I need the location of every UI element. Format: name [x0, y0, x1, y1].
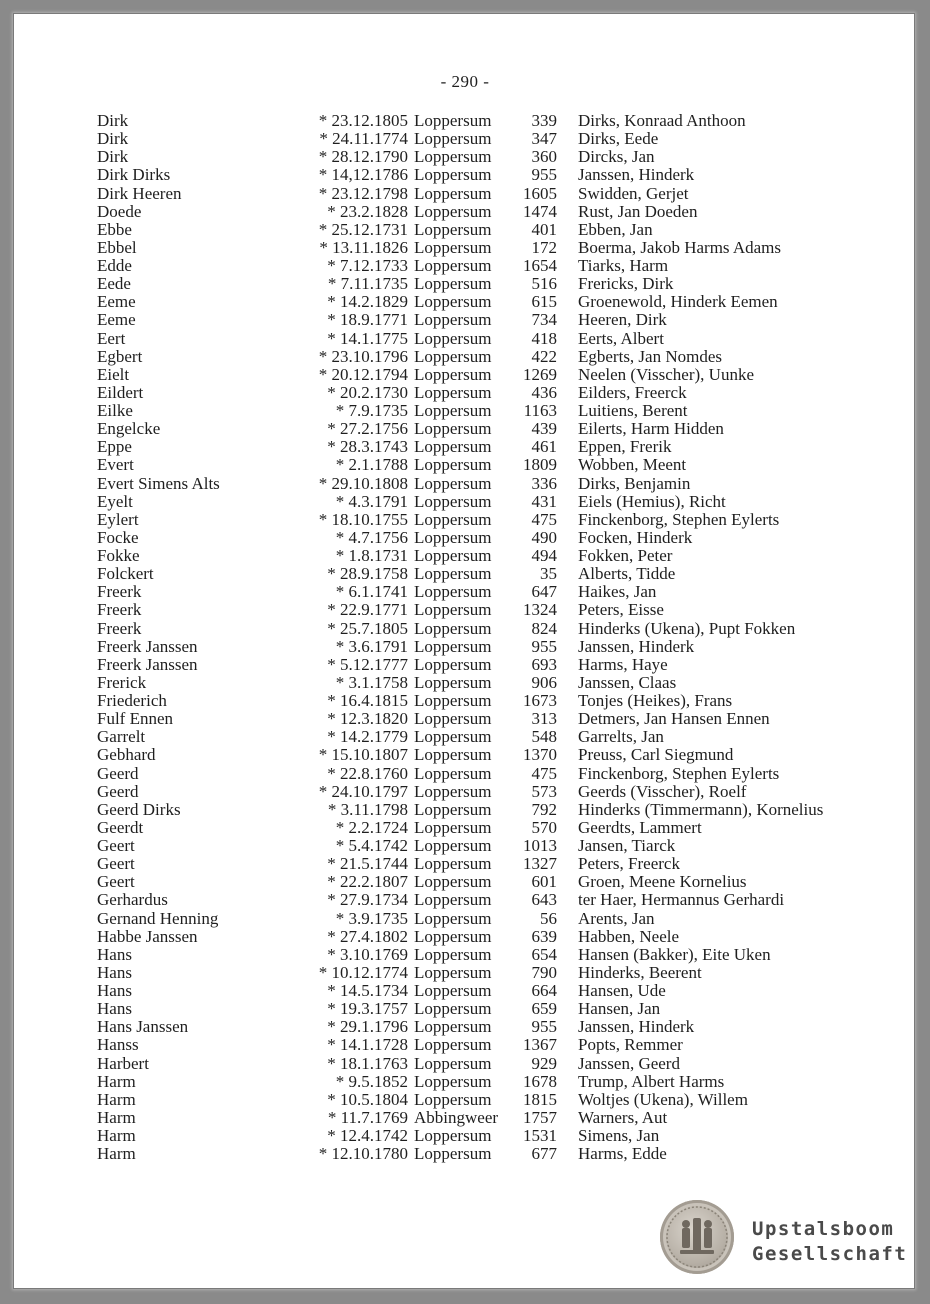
- entry-parent: ter Haer, Hermannus Gerhardi: [578, 890, 785, 910]
- entry-place: Loppersum: [414, 419, 492, 439]
- entry-birth-date: * 27.2.1756: [327, 419, 408, 439]
- brand-name-line2: Gesellschaft: [752, 1243, 908, 1265]
- entry-place: Loppersum: [414, 546, 492, 565]
- entry-parent: Preuss, Carl Siegmund: [578, 745, 734, 765]
- entry-name: Engelcke: [97, 419, 161, 439]
- entry-reference-number: 601: [531, 872, 557, 892]
- entry-birth-date: * 25.12.1731: [318, 219, 408, 239]
- entry-parent: Detmers, Jan Hansen Ennen: [578, 709, 770, 729]
- entry-name: Ebbel: [97, 237, 137, 257]
- entry-name: Habbe Janssen: [97, 926, 198, 946]
- entry-parent: Janssen, Hinderk: [578, 165, 695, 185]
- entry-birth-date: * 5.4.1742: [335, 836, 408, 855]
- entry-parent: Habben, Neele: [578, 926, 680, 946]
- entry-place: Loppersum: [414, 382, 492, 402]
- entry-name: Gernand Henning: [97, 908, 219, 928]
- entry-parent: Arents, Jan: [578, 908, 655, 928]
- entry-birth-date: * 23.2.1828: [327, 201, 408, 221]
- entry-parent: Geerdts, Lammert: [578, 817, 702, 837]
- entry-reference-number: 615: [531, 292, 557, 312]
- entry-parent: Finckenborg, Stephen Eylerts: [578, 509, 780, 529]
- entry-birth-date: * 28.3.1743: [327, 437, 408, 457]
- entry-birth-date: * 22.8.1760: [327, 763, 408, 783]
- entry-name: Freerk: [97, 582, 142, 602]
- entry-parent: Simens, Jan: [578, 1126, 660, 1145]
- entry-place: Loppersum: [414, 908, 492, 928]
- entry-reference-number: 1654: [523, 256, 557, 275]
- entry-birth-date: * 21.5.1744: [327, 854, 408, 874]
- entry-place: Loppersum: [414, 872, 492, 892]
- entry-birth-date: * 20.2.1730: [327, 382, 408, 402]
- entry-parent: Fokken, Peter: [578, 546, 673, 565]
- entry-place: Loppersum: [414, 999, 492, 1019]
- entry-parent: Janssen, Geerd: [578, 1053, 680, 1073]
- entry-parent: Wobben, Meent: [578, 455, 687, 475]
- entry-name: Dirk Heeren: [97, 183, 182, 203]
- entry-parent: Janssen, Claas: [578, 672, 677, 692]
- entry-place: Loppersum: [414, 111, 492, 130]
- entry-parent: Harms, Edde: [578, 1144, 667, 1164]
- entry-parent: Haikes, Jan: [578, 582, 657, 602]
- entry-name: Geerd: [97, 781, 139, 801]
- entry-name: Geert: [97, 872, 135, 892]
- entry-name: Hans: [97, 981, 132, 1000]
- entry-parent: Eilders, Freerck: [578, 382, 687, 402]
- entry-reference-number: 490: [531, 527, 557, 547]
- entry-parent: Heeren, Dirk: [578, 310, 667, 330]
- entry-reference-number: 313: [531, 709, 557, 729]
- entry-birth-date: * 6.1.1741: [335, 582, 408, 602]
- entry-parent: Tiarks, Harm: [578, 256, 669, 275]
- brand-name-line1: Upstalsboom: [752, 1218, 895, 1240]
- entry-place: Loppersum: [414, 691, 492, 710]
- entry-name: Eildert: [97, 382, 144, 402]
- entry-birth-date: * 29.1.1796: [327, 1017, 408, 1037]
- entry-place: Loppersum: [414, 292, 492, 312]
- entry-parent: Dirks, Konraad Anthoon: [578, 111, 746, 130]
- entry-place: Loppersum: [414, 455, 492, 475]
- entry-birth-date: * 1.8.1731: [335, 546, 408, 565]
- entry-reference-number: 56: [540, 908, 557, 928]
- entry-birth-date: * 23.12.1798: [318, 183, 408, 203]
- entry-reference-number: 654: [531, 944, 557, 964]
- entry-name: Eyelt: [97, 491, 133, 511]
- entry-place: Loppersum: [414, 509, 492, 529]
- entry-name: Evert Simens Alts: [97, 473, 220, 493]
- entry-birth-date: * 27.9.1734: [327, 890, 408, 910]
- entry-place: Loppersum: [414, 1089, 492, 1109]
- entry-name: Eielt: [97, 364, 130, 384]
- entry-birth-date: * 15.10.1807: [318, 745, 408, 765]
- entry-parent: Eerts, Albert: [578, 328, 664, 348]
- entry-name: Fokke: [97, 546, 140, 565]
- entry-place: Loppersum: [414, 654, 492, 674]
- entry-reference-number: 548: [531, 727, 557, 747]
- entry-birth-date: * 27.4.1802: [327, 926, 408, 946]
- entry-parent: Alberts, Tidde: [578, 564, 676, 584]
- entry-parent: Boerma, Jakob Harms Adams: [578, 237, 782, 257]
- entry-birth-date: * 16.4.1815: [327, 691, 408, 710]
- entry-parent: Ebben, Jan: [578, 219, 653, 239]
- entry-birth-date: * 7.11.1735: [327, 274, 408, 294]
- entry-place: Loppersum: [414, 1126, 492, 1145]
- entry-reference-number: 906: [531, 672, 557, 692]
- entry-parent: Finckenborg, Stephen Eylerts: [578, 763, 780, 783]
- entry-parent: Hinderks, Beerent: [578, 962, 702, 982]
- entry-place: Loppersum: [414, 981, 492, 1000]
- entry-place: Loppersum: [414, 237, 492, 257]
- entry-reference-number: 1163: [523, 401, 557, 420]
- entry-parent: Popts, Remmer: [578, 1035, 683, 1055]
- entry-birth-date: * 14.1.1775: [327, 328, 408, 348]
- entry-birth-date: * 25.7.1805: [327, 618, 408, 638]
- entry-name: Edde: [97, 256, 132, 275]
- entry-reference-number: 1474: [523, 201, 557, 221]
- entry-name: Eilke: [97, 401, 133, 420]
- entry-name: Harm: [97, 1107, 136, 1127]
- entry-parent: Tonjes (Heikes), Frans: [578, 691, 733, 710]
- entry-place: Loppersum: [414, 437, 492, 457]
- entry-reference-number: 336: [531, 473, 557, 493]
- entry-place: Loppersum: [414, 328, 492, 348]
- entry-birth-date: * 13.11.1826: [319, 237, 408, 257]
- entry-parent: Hansen, Jan: [578, 999, 661, 1019]
- entry-name: Hans: [97, 962, 132, 982]
- entry-name: Geert: [97, 854, 135, 874]
- entry-name: Gerhardus: [97, 890, 168, 910]
- entry-name: Eeme: [97, 292, 136, 312]
- entry-parent: Eilerts, Harm Hidden: [578, 419, 724, 439]
- entry-name: Doede: [97, 201, 142, 221]
- entry-reference-number: 1757: [523, 1107, 557, 1127]
- entry-name: Garrelt: [97, 727, 146, 747]
- entry-reference-number: 955: [531, 636, 557, 656]
- entry-place: Loppersum: [414, 256, 492, 275]
- entry-place: Loppersum: [414, 1017, 492, 1037]
- entry-birth-date: * 12.3.1820: [327, 709, 408, 729]
- upstalsboom-seal-icon: [660, 1200, 734, 1274]
- entry-name: Hans: [97, 944, 132, 964]
- entry-name: Eylert: [97, 509, 139, 529]
- entry-reference-number: 401: [531, 219, 557, 239]
- entry-birth-date: * 3.1.1758: [335, 672, 408, 692]
- entry-name: Hanss: [97, 1035, 139, 1055]
- entry-name: Freerk Janssen: [97, 654, 198, 674]
- entry-reference-number: 436: [531, 382, 557, 402]
- entry-place: Loppersum: [414, 709, 492, 729]
- entry-birth-date: * 18.10.1755: [318, 509, 408, 529]
- entry-reference-number: 461: [531, 437, 557, 457]
- entry-reference-number: 955: [531, 1017, 557, 1037]
- entry-name: Focke: [97, 527, 139, 547]
- entry-parent: Focken, Hinderk: [578, 527, 693, 547]
- entry-birth-date: * 22.2.1807: [327, 872, 408, 892]
- entry-place: Loppersum: [414, 1144, 492, 1164]
- entry-parent: Egberts, Jan Nomdes: [578, 346, 723, 366]
- entry-reference-number: 790: [531, 962, 557, 982]
- entry-name: Geert: [97, 836, 135, 855]
- entry-place: Loppersum: [414, 1053, 492, 1073]
- entry-place: Loppersum: [414, 183, 492, 203]
- entry-birth-date: * 14.1.1728: [327, 1035, 408, 1055]
- entry-parent: Hinderks (Ukena), Pupt Fokken: [578, 618, 796, 638]
- entry-birth-date: * 4.7.1756: [335, 527, 408, 547]
- entry-place: Loppersum: [414, 364, 492, 384]
- entry-reference-number: 693: [531, 654, 557, 674]
- entry-parent: Eppen, Frerik: [578, 437, 672, 457]
- entry-name: Freerk: [97, 618, 142, 638]
- entry-reference-number: 659: [531, 999, 557, 1019]
- entry-reference-number: 172: [531, 237, 557, 257]
- entry-parent: Eiels (Hemius), Richt: [578, 491, 726, 511]
- entry-reference-number: 347: [531, 129, 557, 149]
- entry-reference-number: 1013: [523, 836, 557, 855]
- entry-birth-date: * 7.12.1733: [327, 256, 408, 275]
- entry-place: Loppersum: [414, 346, 492, 366]
- entry-reference-number: 339: [531, 111, 557, 130]
- entry-reference-number: 639: [531, 926, 557, 946]
- entry-reference-number: 1367: [523, 1035, 557, 1055]
- entry-place: Loppersum: [414, 129, 492, 149]
- entry-reference-number: 1605: [523, 183, 557, 203]
- entry-birth-date: * 3.10.1769: [327, 944, 408, 964]
- entry-birth-date: * 14.2.1779: [327, 727, 408, 747]
- entry-parent: Janssen, Hinderk: [578, 1017, 695, 1037]
- entry-name: Hans Janssen: [97, 1017, 189, 1037]
- entry-birth-date: * 3.11.1798: [327, 799, 408, 819]
- entry-birth-date: * 10.5.1804: [327, 1089, 408, 1109]
- entry-birth-date: * 28.12.1790: [318, 147, 408, 167]
- entry-reference-number: 573: [531, 781, 557, 801]
- entry-parent: Neelen (Visscher), Uunke: [578, 364, 754, 384]
- entry-parent: Hansen, Ude: [578, 981, 666, 1000]
- entry-name: Gebhard: [97, 745, 156, 765]
- entry-place: Loppersum: [414, 527, 492, 547]
- entry-name: Geerd Dirks: [97, 799, 181, 819]
- entry-parent: Hansen (Bakker), Eite Uken: [578, 944, 771, 964]
- entry-reference-number: 35: [540, 564, 557, 584]
- entry-name: Eert: [97, 328, 126, 348]
- entry-birth-date: * 4.3.1791: [335, 491, 408, 511]
- entry-name: Freerk Janssen: [97, 636, 198, 656]
- entry-name: Frerick: [97, 672, 147, 692]
- entry-name: Folckert: [97, 564, 154, 584]
- entry-birth-date: * 2.2.1724: [335, 817, 408, 837]
- entry-name: Harm: [97, 1071, 136, 1091]
- entry-birth-date: * 24.10.1797: [318, 781, 408, 801]
- entry-place: Loppersum: [414, 672, 492, 692]
- entry-place: Loppersum: [414, 165, 492, 185]
- entry-place: Loppersum: [414, 799, 492, 819]
- entry-reference-number: 647: [531, 582, 557, 602]
- entry-reference-number: 1269: [523, 364, 557, 384]
- entry-parent: Dirks, Benjamin: [578, 473, 691, 493]
- entry-birth-date: * 3.6.1791: [335, 636, 408, 656]
- entry-reference-number: 475: [531, 763, 557, 783]
- entry-reference-number: 422: [531, 346, 557, 366]
- entry-parent: Hinderks (Timmermann), Kornelius: [578, 799, 824, 819]
- entry-place: Loppersum: [414, 219, 492, 239]
- entry-reference-number: 1531: [523, 1126, 557, 1145]
- entry-place: Loppersum: [414, 1035, 492, 1055]
- entry-reference-number: 516: [531, 274, 557, 294]
- entry-name: Harm: [97, 1144, 136, 1164]
- entry-place: Loppersum: [414, 890, 492, 910]
- entry-place: Loppersum: [414, 310, 492, 330]
- entry-place: Loppersum: [414, 854, 492, 874]
- entry-name: Harm: [97, 1126, 136, 1145]
- entry-reference-number: 439: [531, 419, 557, 439]
- entry-place: Loppersum: [414, 745, 492, 765]
- entry-parent: Janssen, Hinderk: [578, 636, 695, 656]
- entry-place: Loppersum: [414, 636, 492, 656]
- entry-name: Dirk Dirks: [97, 165, 171, 185]
- entry-place: Loppersum: [414, 201, 492, 221]
- entry-place: Abbingweer: [414, 1107, 499, 1127]
- entry-birth-date: * 24.11.1774: [319, 129, 408, 149]
- entry-reference-number: 570: [531, 817, 557, 837]
- entry-birth-date: * 10.12.1774: [318, 962, 408, 982]
- entry-reference-number: 643: [531, 890, 557, 910]
- entry-name: Eede: [97, 274, 131, 294]
- entry-reference-number: 418: [531, 328, 557, 348]
- entry-name: Harm: [97, 1089, 136, 1109]
- page-number: - 290 -: [440, 72, 490, 91]
- entry-name: Eppe: [97, 437, 132, 457]
- entry-parent: Dircks, Jan: [578, 147, 655, 167]
- entry-parent: Groenewold, Hinderk Eemen: [578, 292, 778, 312]
- entry-parent: Rust, Jan Doeden: [578, 201, 698, 221]
- entry-birth-date: * 7.9.1735: [335, 401, 408, 420]
- entry-reference-number: 1324: [523, 600, 557, 620]
- entry-parent: Geerds (Visscher), Roelf: [578, 781, 747, 801]
- entry-place: Loppersum: [414, 491, 492, 511]
- entry-parent: Warners, Aut: [578, 1107, 668, 1127]
- entry-reference-number: 1370: [523, 745, 557, 765]
- entry-place: Loppersum: [414, 781, 492, 801]
- entry-birth-date: * 2.1.1788: [335, 455, 408, 475]
- entry-birth-date: * 28.9.1758: [327, 564, 408, 584]
- entry-parent: Peters, Eisse: [578, 600, 664, 620]
- entry-name: Harbert: [97, 1053, 149, 1073]
- entry-place: Loppersum: [414, 147, 492, 167]
- entry-place: Loppersum: [414, 401, 492, 420]
- entry-birth-date: * 22.9.1771: [327, 600, 408, 620]
- entry-birth-date: * 14,12.1786: [318, 165, 408, 185]
- entry-reference-number: 1673: [523, 691, 557, 710]
- entry-reference-number: 360: [531, 147, 557, 167]
- entry-place: Loppersum: [414, 817, 492, 837]
- entry-reference-number: 1678: [523, 1071, 557, 1091]
- entry-name: Ebbe: [97, 219, 132, 239]
- entry-birth-date: * 18.9.1771: [327, 310, 408, 330]
- entry-birth-date: * 20.12.1794: [318, 364, 408, 384]
- entry-parent: Swidden, Gerjet: [578, 183, 689, 203]
- entry-birth-date: * 19.3.1757: [327, 999, 408, 1019]
- entry-parent: Luitiens, Berent: [578, 401, 688, 420]
- entry-birth-date: * 23.12.1805: [318, 111, 408, 130]
- entry-reference-number: 431: [531, 491, 557, 511]
- entry-parent: Jansen, Tiarck: [578, 836, 676, 855]
- entry-name: Fulf Ennen: [97, 709, 174, 729]
- entry-place: Loppersum: [414, 944, 492, 964]
- entry-reference-number: 1809: [523, 455, 557, 475]
- entry-birth-date: * 14.2.1829: [327, 292, 408, 312]
- entry-name: Eeme: [97, 310, 136, 330]
- entry-birth-date: * 14.5.1734: [327, 981, 408, 1000]
- entry-birth-date: * 3.9.1735: [335, 908, 408, 928]
- entry-place: Loppersum: [414, 600, 492, 620]
- entry-name: Dirk: [97, 129, 129, 149]
- entry-reference-number: 824: [531, 618, 557, 638]
- entry-name: Evert: [97, 455, 134, 475]
- entry-name: Friederich: [97, 691, 167, 710]
- entry-place: Loppersum: [414, 1071, 492, 1091]
- entry-place: Loppersum: [414, 473, 492, 493]
- entry-place: Loppersum: [414, 763, 492, 783]
- entry-reference-number: 734: [531, 310, 557, 330]
- entry-place: Loppersum: [414, 727, 492, 747]
- entry-name: Dirk: [97, 111, 129, 130]
- entry-birth-date: * 11.7.1769: [327, 1107, 408, 1127]
- entry-parent: Woltjes (Ukena), Willem: [578, 1089, 748, 1109]
- entry-parent: Groen, Meene Kornelius: [578, 872, 747, 892]
- entry-name: Egbert: [97, 346, 143, 366]
- entry-birth-date: * 23.10.1796: [318, 346, 408, 366]
- entry-birth-date: * 18.1.1763: [327, 1053, 408, 1073]
- entry-name: Geerdt: [97, 817, 144, 837]
- entry-parent: Harms, Haye: [578, 654, 668, 674]
- entry-reference-number: 677: [531, 1144, 557, 1164]
- entry-birth-date: * 12.4.1742: [327, 1126, 408, 1145]
- entry-reference-number: 475: [531, 509, 557, 529]
- entry-parent: Dirks, Eede: [578, 129, 659, 149]
- entry-place: Loppersum: [414, 962, 492, 982]
- entry-place: Loppersum: [414, 582, 492, 602]
- entry-birth-date: * 9.5.1852: [335, 1071, 408, 1091]
- entry-place: Loppersum: [414, 564, 492, 584]
- entry-place: Loppersum: [414, 618, 492, 638]
- entry-name: Dirk: [97, 147, 129, 167]
- entry-name: Geerd: [97, 763, 139, 783]
- entry-birth-date: * 5.12.1777: [327, 654, 408, 674]
- entry-reference-number: 955: [531, 165, 557, 185]
- entry-place: Loppersum: [414, 926, 492, 946]
- entry-birth-date: * 29.10.1808: [318, 473, 408, 493]
- entry-place: Loppersum: [414, 274, 492, 294]
- entry-name: Freerk: [97, 600, 142, 620]
- entry-parent: Peters, Freerck: [578, 854, 680, 874]
- entry-place: Loppersum: [414, 836, 492, 855]
- entry-reference-number: 792: [531, 799, 557, 819]
- entry-name: Hans: [97, 999, 132, 1019]
- entry-reference-number: 664: [531, 981, 557, 1000]
- entry-reference-number: 494: [531, 546, 557, 565]
- entry-birth-date: * 12.10.1780: [318, 1144, 408, 1164]
- entry-reference-number: 929: [531, 1053, 557, 1073]
- entry-parent: Frericks, Dirk: [578, 274, 674, 294]
- entry-parent: Trump, Albert Harms: [578, 1071, 725, 1091]
- entry-reference-number: 1815: [523, 1089, 557, 1109]
- entry-parent: Garrelts, Jan: [578, 727, 664, 747]
- entry-reference-number: 1327: [523, 854, 557, 874]
